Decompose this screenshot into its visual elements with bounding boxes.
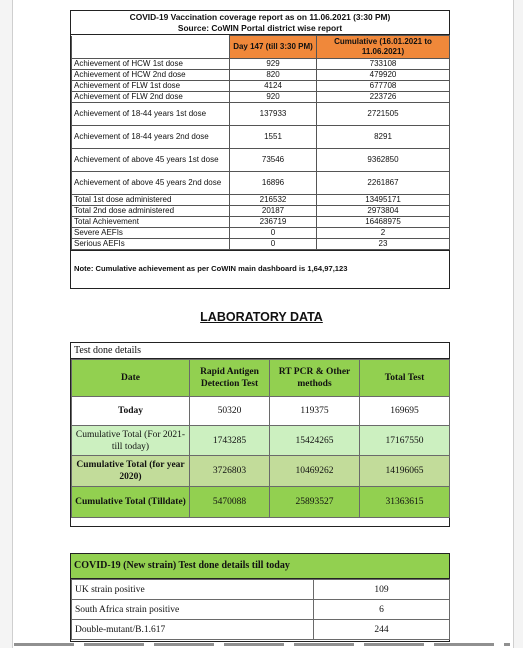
row-day-value: 4124	[230, 81, 317, 92]
row-day-value: 0	[230, 239, 317, 250]
row-cumulative-value: 677708	[317, 81, 450, 92]
row-rtpcr-value: 15424265	[270, 426, 360, 456]
table-row	[72, 600, 450, 620]
row-day-value: 929	[230, 59, 317, 70]
row-cumulative-value: 8291	[317, 126, 450, 149]
row-label: Achievement of above 45 years 2nd dose	[72, 172, 230, 195]
table-row	[72, 206, 450, 217]
table-row	[72, 126, 450, 149]
table-row	[72, 620, 450, 640]
vaccination-report-box	[70, 10, 450, 289]
row-cumulative-value: 733108	[317, 59, 450, 70]
vaccination-header-cumulative: Cumulative (16.01.2021 to 11.06.2021)	[317, 36, 450, 59]
table-row	[72, 580, 450, 600]
row-label: Severe AEFIs	[72, 228, 230, 239]
strain-value: 109	[314, 580, 450, 600]
row-label: Total 2nd dose administered	[72, 206, 230, 217]
table-row	[72, 426, 450, 456]
row-rtpcr-value: 10469262	[270, 456, 360, 487]
strain-label: South Africa strain positive	[72, 600, 314, 620]
row-day-value: 137933	[230, 103, 317, 126]
header-total-test: Total Test	[360, 360, 450, 397]
table-row	[72, 172, 450, 195]
row-label: Achievement of FLW 1st dose	[72, 81, 230, 92]
table-row	[72, 81, 450, 92]
row-total-value: 17167550	[360, 426, 450, 456]
row-total-value: 31363615	[360, 487, 450, 518]
table-row	[72, 70, 450, 81]
row-cumulative-value: 2973804	[317, 206, 450, 217]
row-label: Total Achievement	[72, 217, 230, 228]
header-rapid-antigen: Rapid Antigen Detection Test	[190, 360, 270, 397]
row-cumulative-value: 13495171	[317, 195, 450, 206]
row-day-value: 1551	[230, 126, 317, 149]
row-label: Achievement of HCW 2nd dose	[72, 70, 230, 81]
table-row	[72, 103, 450, 126]
vaccination-header-day: Day 147 (till 3:30 PM)	[230, 36, 317, 59]
vaccination-report-source: Source: CoWIN Portal district wise report	[177, 23, 343, 33]
row-label: Cumulative Total (for year 2020)	[72, 456, 190, 487]
row-label: Cumulative Total (Tilldate)	[72, 487, 190, 518]
table-row	[72, 195, 450, 206]
row-rat-value: 5470088	[190, 487, 270, 518]
table-row	[72, 149, 450, 172]
new-strain-box	[70, 553, 450, 642]
table-row	[72, 228, 450, 239]
row-cumulative-value: 23	[317, 239, 450, 250]
row-label: Achievement of above 45 years 1st dose	[72, 149, 230, 172]
row-day-value: 236719	[230, 217, 317, 228]
row-rtpcr-value: 119375	[270, 397, 360, 426]
row-day-value: 920	[230, 92, 317, 103]
row-cumulative-value: 2	[317, 228, 450, 239]
row-day-value: 820	[230, 70, 317, 81]
row-day-value: 20187	[230, 206, 317, 217]
row-total-value: 169695	[360, 397, 450, 426]
row-day-value: 16896	[230, 172, 317, 195]
row-rat-value: 3726803	[190, 456, 270, 487]
row-label: Total 1st dose administered	[72, 195, 230, 206]
new-strain-table	[71, 579, 450, 640]
table-row	[72, 217, 450, 228]
page-bottom-edge	[14, 643, 510, 646]
header-rtpcr: RT PCR & Other methods	[270, 360, 360, 397]
row-rat-value: 50320	[190, 397, 270, 426]
table-row	[72, 59, 450, 70]
header-date: Date	[72, 360, 190, 397]
strain-label: Double-mutant/B.1.617	[72, 620, 314, 640]
row-day-value: 73546	[230, 149, 317, 172]
strain-label: UK strain positive	[72, 580, 314, 600]
table-row	[72, 92, 450, 103]
row-cumulative-value: 9362850	[317, 149, 450, 172]
row-label: Serious AEFIs	[72, 239, 230, 250]
row-label: Achievement of HCW 1st dose	[72, 59, 230, 70]
strain-value: 6	[314, 600, 450, 620]
row-label: Achievement of 18-44 years 2nd dose	[72, 126, 230, 149]
row-label: Today	[72, 397, 190, 426]
row-cumulative-value: 2721505	[317, 103, 450, 126]
table-row	[72, 456, 450, 487]
row-cumulative-value: 16468975	[317, 217, 450, 228]
laboratory-data-title: LABORATORY DATA	[200, 310, 323, 324]
vaccination-table	[71, 35, 450, 250]
row-rtpcr-value: 25893527	[270, 487, 360, 518]
row-cumulative-value: 479920	[317, 70, 450, 81]
row-total-value: 14196065	[360, 456, 450, 487]
vaccination-report-header	[71, 11, 449, 35]
row-cumulative-value: 223726	[317, 92, 450, 103]
row-label: Cumulative Total (For 2021- till today)	[72, 426, 190, 456]
vaccination-report-title: COVID-19 Vaccination coverage report as on 11.06.2021 (3:30 PM)	[129, 12, 391, 22]
laboratory-table	[71, 359, 450, 518]
table-row	[72, 487, 450, 518]
laboratory-table-box	[70, 342, 450, 527]
strain-value: 244	[314, 620, 450, 640]
table-row	[72, 239, 450, 250]
row-rat-value: 1743285	[190, 426, 270, 456]
new-strain-title: COVID-19 (New strain) Test done details till today	[71, 554, 449, 579]
vaccination-note: Note: Cumulative achievement as per CoWIN main dashboard is 1,64,97,123	[71, 250, 449, 288]
laboratory-header-row	[72, 360, 450, 397]
row-day-value: 0	[230, 228, 317, 239]
table-row	[72, 397, 450, 426]
vaccination-table-header-row	[72, 36, 450, 59]
vaccination-header-blank	[72, 36, 230, 59]
row-label: Achievement of FLW 2nd dose	[72, 92, 230, 103]
row-day-value: 216532	[230, 195, 317, 206]
row-label: Achievement of 18-44 years 1st dose	[72, 103, 230, 126]
row-cumulative-value: 2261867	[317, 172, 450, 195]
laboratory-caption: Test done details	[71, 343, 449, 359]
